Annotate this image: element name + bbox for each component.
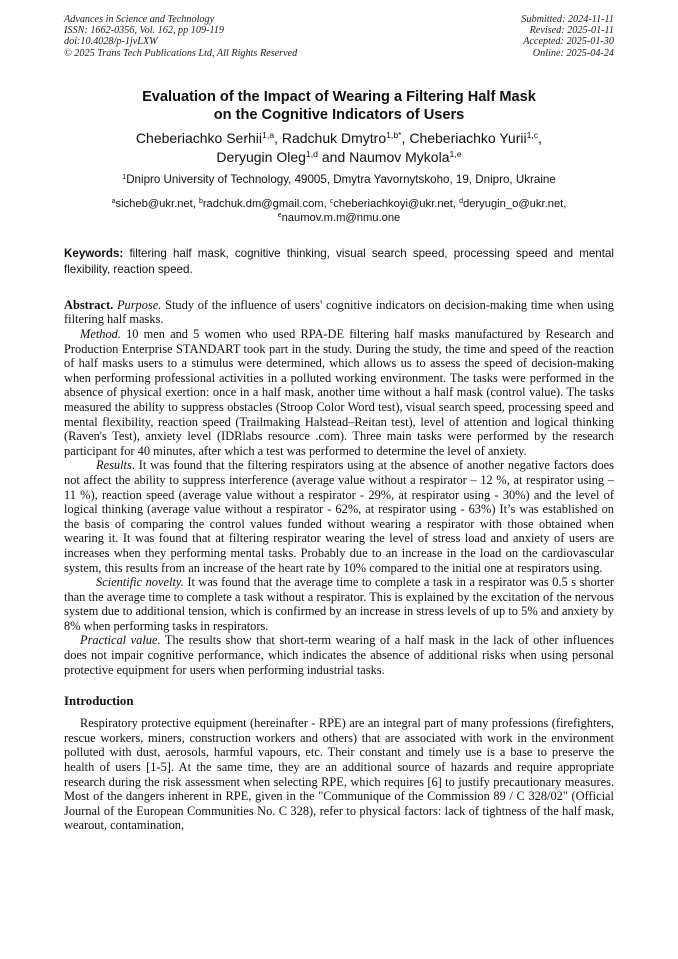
practical-label: Practical value. <box>80 633 161 648</box>
affiliation-sup: 1 <box>122 171 127 181</box>
paper-page <box>64 14 614 833</box>
author-conjunction: and <box>321 148 346 165</box>
abstract-label: Abstract. <box>64 297 114 312</box>
journal-copyright: © 2025 Trans Tech Publications Ltd, All Rights Reserved <box>64 47 298 59</box>
journal-info <box>64 14 297 59</box>
purpose-label: Purpose. <box>116 297 162 312</box>
date-revised: Revised: 2025-01-11 <box>529 25 614 37</box>
author-list: Cheberiachko Serhii$^{1,a}$, Radchuk Dmytro$^{1,b*}$, Cheberiachko Yurii$^{1,c}$, Deryugin Oleg$^{1,d}$ and Naumov Mykola$^{1,e}$ <box>135 129 543 165</box>
author-sup: 1,c <box>526 130 539 141</box>
email-sup: b <box>198 198 203 205</box>
date-accepted: Accepted: 2025-01-30 <box>523 36 614 48</box>
journal-name: Advances in Science and Technology <box>64 14 215 25</box>
date-submitted: Submitted: 2024-11-11 <box>521 14 614 25</box>
results-text: . It was found that the filtering respirators using at the absence of another negative factors does not affect the ability to suppress interference (average value without a respirator – 12 %, at respirator using – 11 %), reaction speed (average value without a respirator - 29%, at respirator using - 30%) and the level of logical thinking (average value without a respirator - 62%, at respirator using - 63%) It’s was established on the basis of comparing the control values funded without wearing a respirator with those obtained when wearing it. It was found that at filtering respirator wearing the level of stress load and anxiety of users are increases when they performing mental tasks. Probably due to an increase in the load on the cardiovascular system, this results from an increase of the heart rate by 10% compared to the initial one at respirators using. <box>64 458 614 575</box>
abstract-purpose <box>64 298 614 327</box>
email-sup: a <box>111 198 116 205</box>
journal-issn: ISSN: 1662-0356, Vol. 162, pp 109-119 <box>64 25 224 37</box>
email-link[interactable]: radchuk.dm@gmail.com <box>202 197 324 210</box>
novelty-label: Scientific novelty. <box>96 575 184 590</box>
email-link[interactable]: naumov.m.m@nmu.one <box>281 211 401 224</box>
novelty-text: It was found that the average time to complete a task in a respirator was 0.5 s shorter than the average time to complete a task without a respirator. This is explained by the excitation of the nervous system due to additional tension, which is confirmed by an increase in stress levels of up to 5% and anxiety by 8% when performing tasks in respirators. <box>64 575 614 633</box>
email-link[interactable]: cheberiachkoyi@ukr.net <box>333 197 453 210</box>
title-line-1: Evaluation of the Impact of Wearing a Filtering Half Mask <box>142 88 536 105</box>
email-link[interactable]: deryugin_o@ukr.net <box>462 197 564 210</box>
method-label: Method. <box>80 327 121 341</box>
email-sup: d <box>459 198 463 205</box>
purpose-text: Study of the influence of users' cognitive indicators on decision-making time when using filtering half masks. <box>64 297 614 327</box>
results-label: Results <box>96 458 132 473</box>
keywords <box>64 246 614 278</box>
practical-text: The results show that short-term wearing of a half mask in the lack of other influences does not impair cognitive performance, which indicates the absence of additional risks when using personal protective equipment for users when performing industrial tasks. <box>64 633 615 677</box>
author-sup: 1,b* <box>386 130 402 141</box>
paper-title <box>64 88 614 124</box>
author-emails: $^a$sicheb@ukr.net, $^b$radchuk.dm@gmail.com, $^c$cheberiachkoyi@ukr.net, $^d$deryugin_o@ukr.net, $^e$naumov.m.m@nmu.one <box>111 197 567 224</box>
title-line-2: on the Cognitive Indicators of Users <box>213 106 465 123</box>
abstract-method <box>64 327 614 458</box>
author-name: Deryugin Oleg <box>216 148 306 165</box>
author-sup: 1,d <box>305 149 318 160</box>
author-sup: 1,e <box>449 149 462 160</box>
introduction-heading: Introduction <box>64 694 134 709</box>
abstract-practical <box>64 633 614 677</box>
introduction-text: Respiratory protective equipment (hereinafter - RPE) are an integral part of many professions (firefighters, rescue workers, miners, construction workers and others) that are associated with work in the environment polluted with dust, aerosols, harmful vapours, etc. Their constant and timely use is a base to preserve the health of users [1-5]. At the same time, they are an additional source of hazards and require appropriate research during the risk assessment when selecting RPE, which requires [6] to justify precautionary measures. Most of the dangers inherent in RPE, given in the "Communique of the Commission 89 / C 328/02" (Official Journal of the European Communities No. C 328), refer to physical factors: lack of tightness of the half mask, wearout, contamination, <box>64 716 614 833</box>
paper-dates <box>521 14 614 59</box>
date-online: Online: 2025-04-24 <box>532 47 614 59</box>
journal-header <box>64 14 614 59</box>
affiliation <box>64 172 614 187</box>
abstract <box>64 298 614 677</box>
email-sup: e <box>277 212 282 219</box>
abstract-novelty <box>64 575 614 633</box>
method-text: 10 men and 5 women who used RPA-DE filtering half masks manufactured by Research and Production Enterprise STANDART took part in the study. During the study, the time and speed of the reaction of half masks users to a stimulus were determined, which allows us to assess the speed of decision-making when performing professional activities in a polluted working environment. The tasks were performed in the absence of physical exertion: once in a half mask, another time without a half mask (control value). The tasks measured the ability to suppress obstacles (Stroop Color Word test), visual search speed, processing speed and mental flexibility, reaction speed (Trailmaking Halstead–Reitan test), level of attention and logical thinking (Raven's Test), anxiety level (IDRlabs resource .com). Three main tasks were performed by the research participant for 40 minutes, after which a test was performed to determine the level of anxiety. <box>64 327 614 458</box>
email-link[interactable]: sicheb@ukr.net <box>115 197 193 210</box>
author-name: Cheberiachko Yurii <box>409 129 527 146</box>
author-sup: 1,a <box>262 130 275 141</box>
abstract-results <box>64 458 614 575</box>
journal-doi: doi:10.4028/p-1jvLXW <box>64 36 158 48</box>
author-name: Cheberiachko Serhii <box>135 129 262 146</box>
author-name: Radchuk Dmytro <box>281 129 387 146</box>
affiliation-text: Dnipro University of Technology, 49005, Dmytra Yavornytskoho, 19, Dnipro, Ukraine <box>126 172 556 186</box>
keywords-label: Keywords: <box>64 246 124 260</box>
email-sup: c <box>329 198 334 205</box>
author-name: Naumov Mykola <box>349 148 450 165</box>
keywords-text: filtering half mask, cognitive thinking, visual search speed, processing speed and mental flexibility, reaction speed. <box>64 246 614 276</box>
